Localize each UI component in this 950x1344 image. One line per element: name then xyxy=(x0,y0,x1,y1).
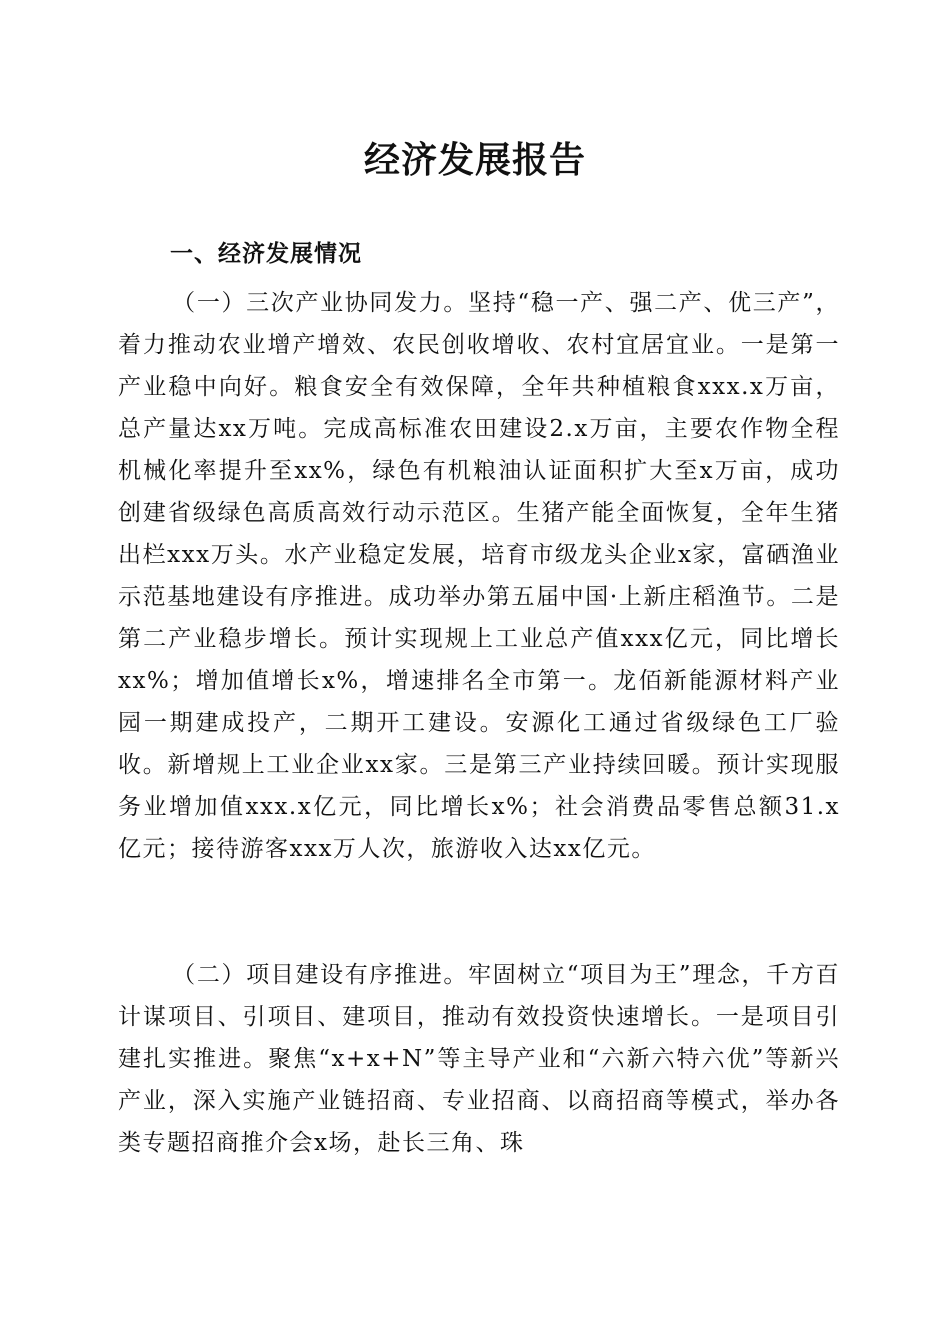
paragraph-2 xyxy=(118,954,840,1164)
paragraph-1 xyxy=(118,282,840,870)
document-title: 经济发展报告 xyxy=(363,139,586,181)
paragraph-1-lead: （一）三次产业协同发力。 xyxy=(172,290,469,316)
section-heading-1: 一、经济发展情况 xyxy=(170,241,362,267)
paragraph-1-text: 坚持“稳一产、强二产、优三产”，着力推动农业增产增效、农民创收增收、农村宜居宜业。一是第一产业稳中向好。粮食安全有效保障，全年共种植粮食xxx.x万亩，总产量达xx万吨。完成高标准农田建设2.x万亩，主要农作物全程机械化率提升至xx%，绿色有机粮油认证面积扩大至x万亩，成功创建省级绿色高质高效行动示范区。生猪产能全面恢复，全年生猪出栏xxx万头。水产业稳定发展，培育市级龙头企业x家，富硒渔业示范基地建设有序推进。成功举办第五届中国·上新庄稻渔节。二是第二产业稳步增长。预计实现规上工业总产值xxx亿元，同比增长xx%；增加值增长x%，增速排名全市第一。龙佰新能源材料产业园一期建成投产，二期开工建设。安源化工通过省级绿色工厂验收。新增规上工业企业xx家。三是第三产业持续回暖。预计实现服务业增加值xxx.x亿元，同比增长x%；社会消费品零售总额31.x亿元；接待游客xxx万人次，旅游收入达xx亿元。 xyxy=(118,290,840,862)
paragraph-2-lead: （二）项目建设有序推进。 xyxy=(172,962,469,988)
paragraph-2-text: 牢固树立“项目为王”理念，千方百计谋项目、引项目、建项目，推动有效投资快速增长。一是项目引建扎实推进。聚焦“x+x+N”等主导产业和“六新六特六优”等新兴产业，深入实施产业链招商、专业招商、以商招商等模式，举办各类专题招商推介会x场，赴长三角、珠 xyxy=(118,962,840,1156)
